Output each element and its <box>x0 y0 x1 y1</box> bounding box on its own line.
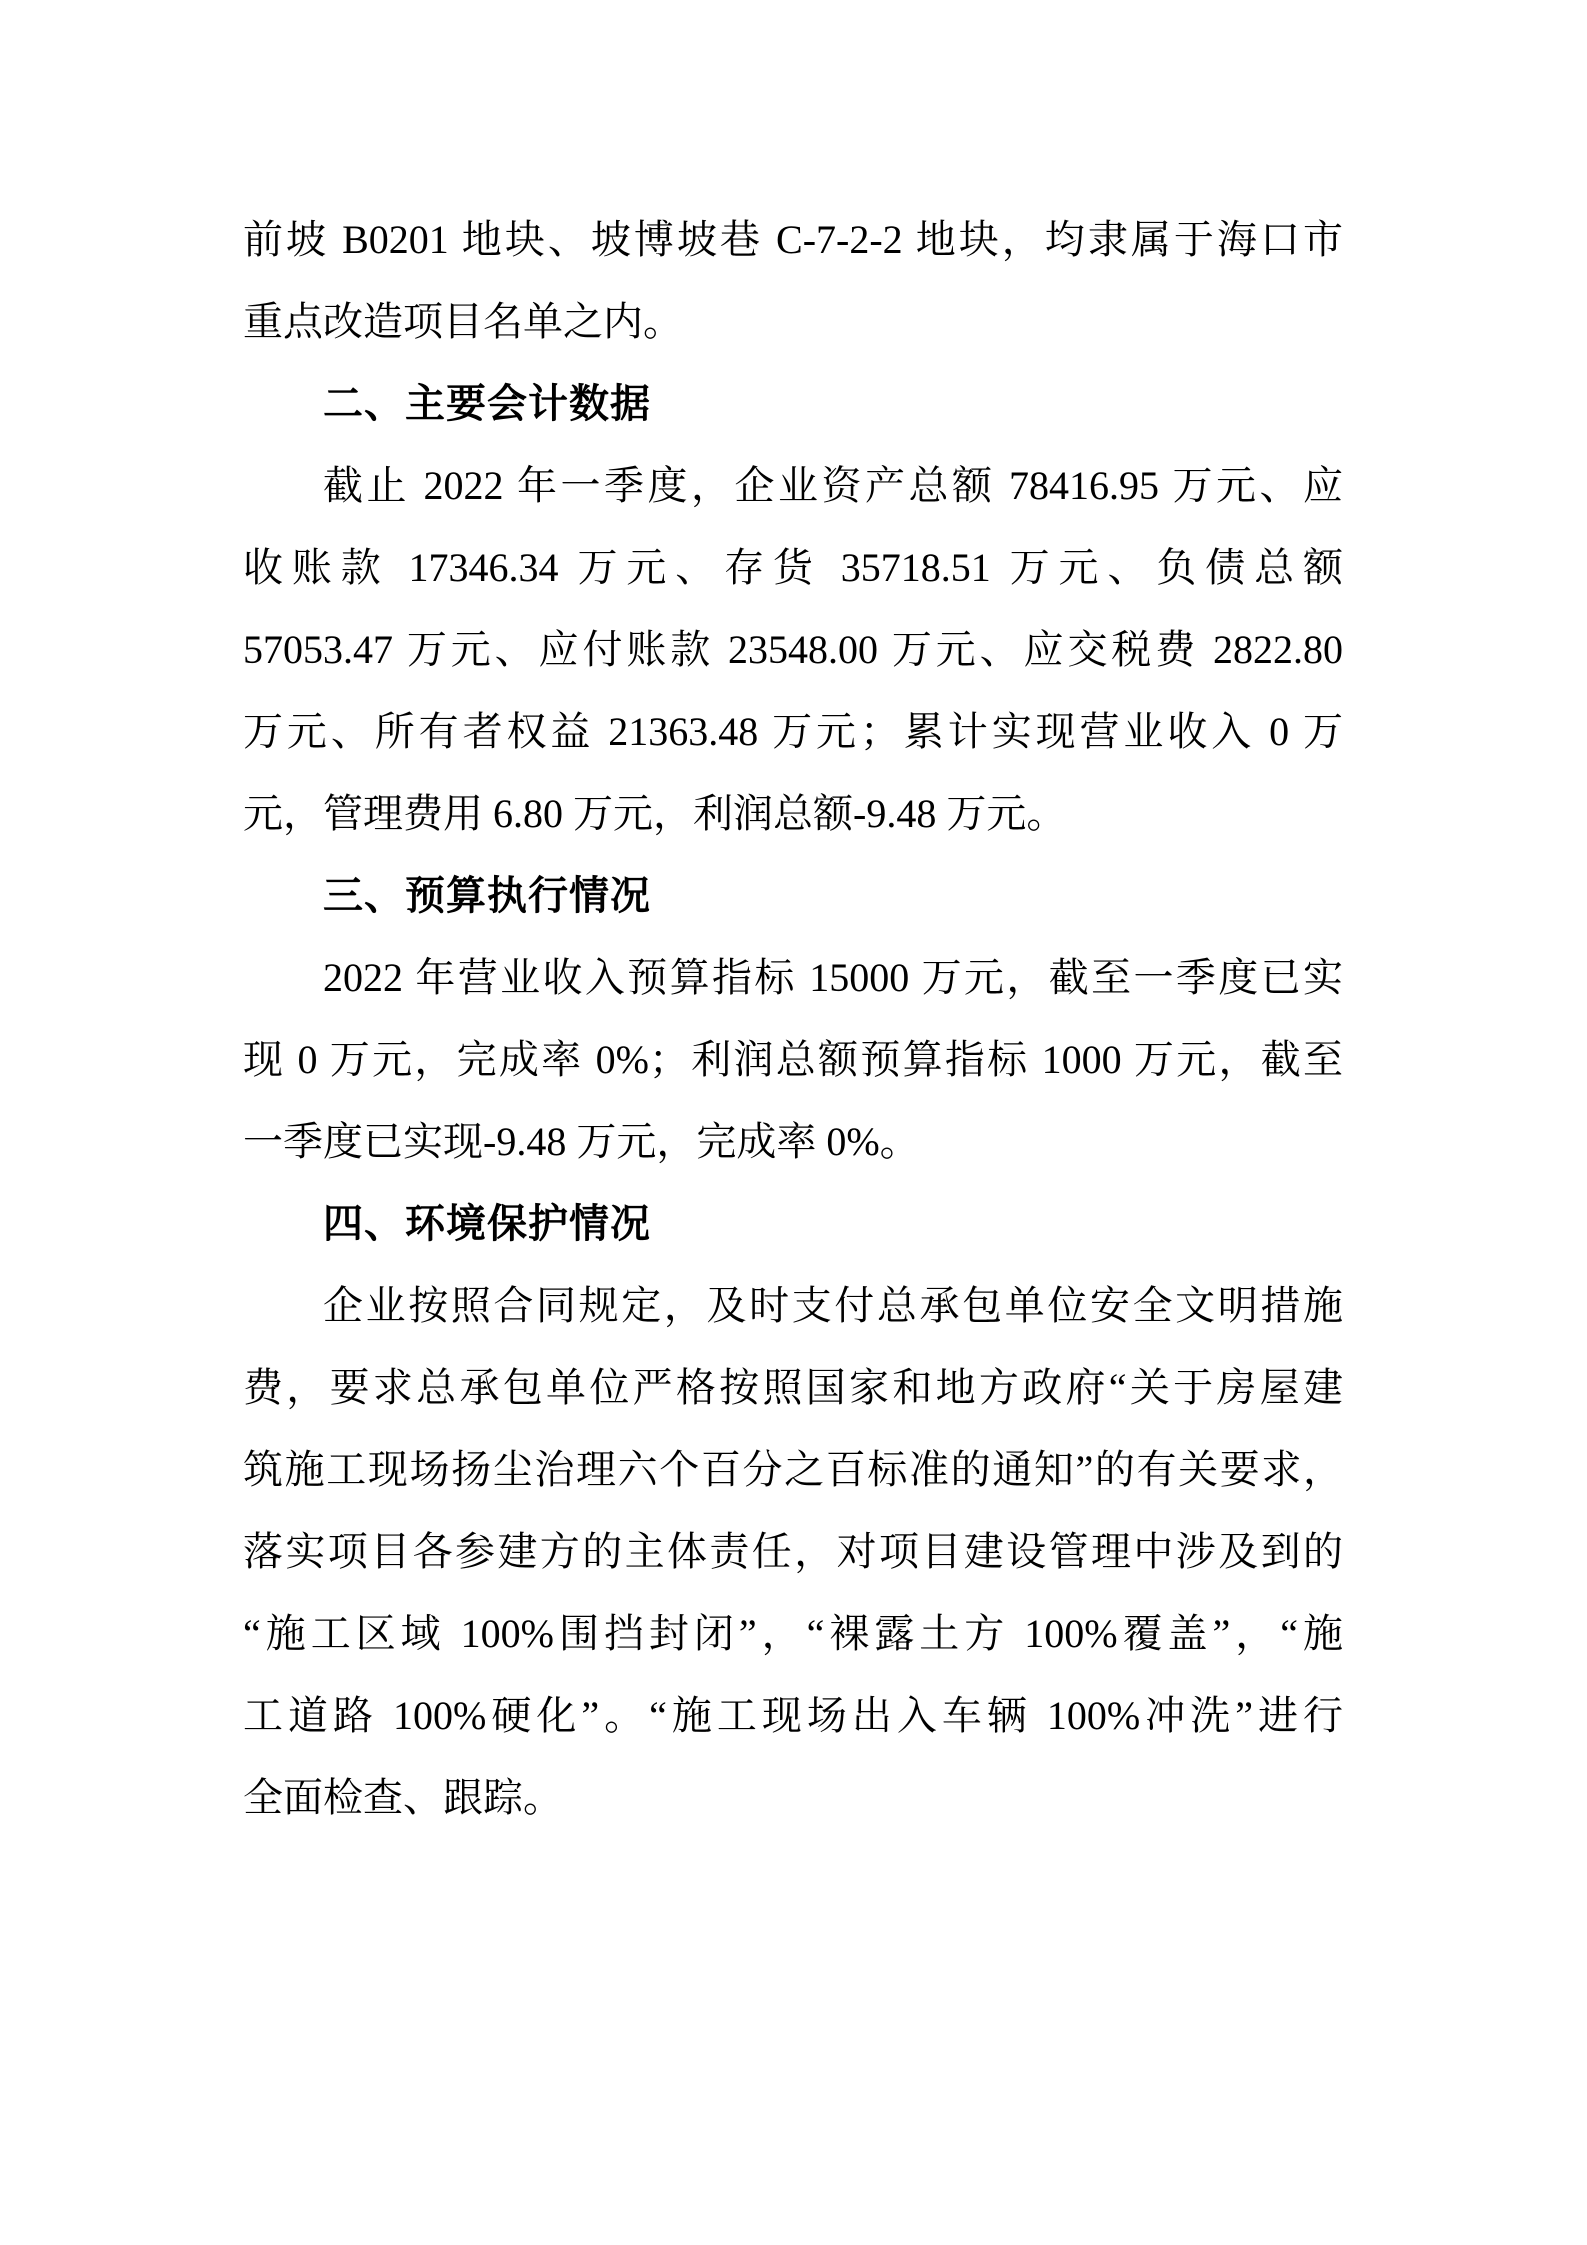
text-line: 2022 年营业收入预算指标 15000 万元，截至一季度已实 <box>323 955 1343 1000</box>
text-line: 万元、所有者权益 21363.48 万元；累计实现营业收入 0 万 <box>243 709 1343 754</box>
text-line: 费，要求总承包单位严格按照国家和地方政府“关于房屋建 <box>243 1365 1343 1410</box>
text-line: 57053.47 万元、应付账款 23548.00 万元、应交税费 2822.80 <box>243 627 1343 672</box>
text-line: 工道路 100%硬化”。“施工现场出入车辆 100%冲洗”进行 <box>243 1693 1343 1738</box>
document-body <box>243 199 1343 1839</box>
text-line: 企业按照合同规定，及时支付总承包单位安全文明措施 <box>323 1283 1343 1328</box>
section-heading: 二、主要会计数据 <box>323 382 651 426</box>
text-line: 全面检查、跟踪。 <box>243 1775 563 1820</box>
text-line: 元，管理费用 6.80 万元，利润总额-9.48 万元。 <box>243 791 1067 836</box>
text-line: 一季度已实现-9.48 万元，完成率 0%。 <box>243 1119 920 1164</box>
text-line: 重点改造项目名单之内。 <box>243 299 683 344</box>
text-line: 截止 2022 年一季度，企业资产总额 78416.95 万元、应 <box>323 463 1343 508</box>
section-heading: 三、预算执行情况 <box>323 874 651 918</box>
text-line: 前坡 B0201 地块、坡博坡巷 C-7-2-2 地块，均隶属于海口市 <box>243 217 1343 262</box>
text-line: 落实项目各参建方的主体责任，对项目建设管理中涉及到的 <box>243 1529 1343 1574</box>
text-line: 收账款 17346.34 万元、存货 35718.51 万元、负债总额 <box>243 545 1343 590</box>
text-line: “施工区域 100%围挡封闭”，“裸露土方 100%覆盖”，“施 <box>243 1611 1343 1656</box>
section-heading: 四、环境保护情况 <box>323 1202 651 1246</box>
text-line: 现 0 万元，完成率 0%；利润总额预算指标 1000 万元，截至 <box>243 1037 1343 1082</box>
text-line: 筑施工现场扬尘治理六个百分之百标准的通知”的有关要求， <box>243 1447 1343 1492</box>
